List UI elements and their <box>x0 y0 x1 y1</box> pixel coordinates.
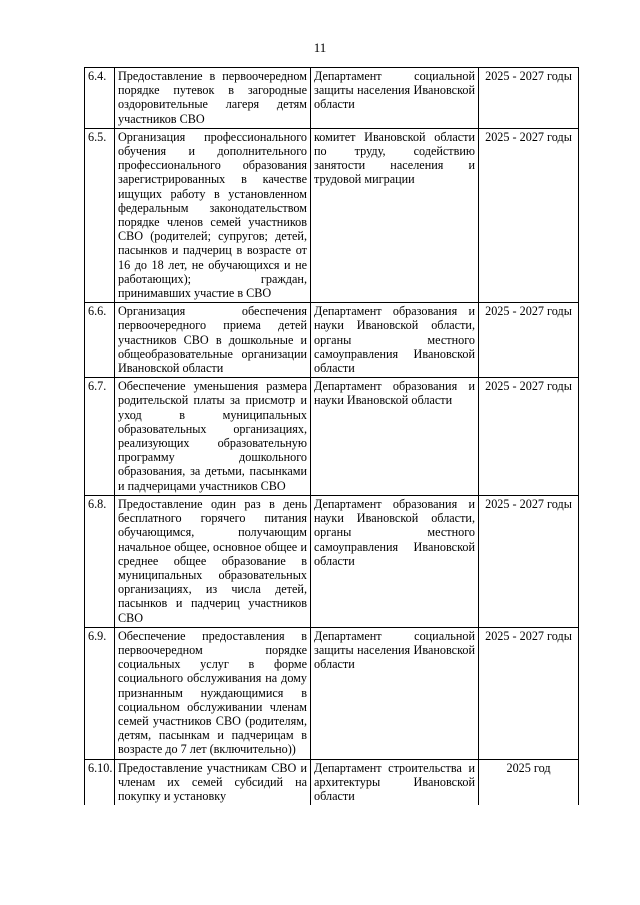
row-number: 6.7. <box>85 378 115 496</box>
action-description: Предоставление участникам СВО и членам их семей субсидий на покупку и установку <box>115 759 311 805</box>
table-row <box>85 759 579 805</box>
implementation-term: 2025 - 2027 годы <box>479 303 579 378</box>
action-description: Предоставление в первоочередном порядке путевок в загородные оздоровительные лагеря детям участников СВО <box>115 68 311 129</box>
responsible-executor: Департамент социальной защиты населения Ивановской области <box>311 627 479 759</box>
row-number: 6.10. <box>85 759 115 805</box>
responsible-executor: Департамент образования и науки Ивановской области <box>311 378 479 496</box>
table-row <box>85 303 579 378</box>
implementation-term: 2025 год <box>479 759 579 805</box>
action-description: Организация профессионального обучения и дополнительного профессионального образования зарегистрированных в качестве ищущих работу в установленном федеральным законодательством порядке членов семей участников СВО (родителей; супругов; детей, пасынков и падчериц в возрасте от 16 до 18 лет, не обучающихся и не работающих); граждан, принимавших участие в СВО <box>115 128 311 302</box>
row-number: 6.8. <box>85 495 115 627</box>
action-description: Обеспечение предоставления в первоочередном порядке социальных услуг в форме социального обслуживания на дому признанным нуждающимися в социальном обслуживании членам семей участников СВО (родителям, детям, пасынкам и падчерицам в возрасте до 7 лет (включительно)) <box>115 627 311 759</box>
action-description: Обеспечение уменьшения размера родительской платы за присмотр и уход в муниципальных образовательных организациях, реализующих образовательную программу дошкольного образования, за детьми, пасынками и падчерицами участников СВО <box>115 378 311 496</box>
measures-table <box>84 67 579 805</box>
responsible-executor: Департамент образования и науки Ивановской области, органы местного самоуправления Ивановской области <box>311 303 479 378</box>
responsible-executor: Департамент строительства и архитектуры Ивановской области <box>311 759 479 805</box>
row-number: 6.5. <box>85 128 115 302</box>
implementation-term: 2025 - 2027 годы <box>479 627 579 759</box>
row-number: 6.6. <box>85 303 115 378</box>
responsible-executor: комитет Ивановской области по труду, содействию занятости населения и трудовой миграции <box>311 128 479 302</box>
page-number: 11 <box>313 40 327 55</box>
table-row <box>85 627 579 759</box>
implementation-term: 2025 - 2027 годы <box>479 495 579 627</box>
implementation-term: 2025 - 2027 годы <box>479 378 579 496</box>
action-description: Предоставление один раз в день бесплатного горячего питания обучающимся, получающим начальное общее, основное общее и среднее общее образование в муниципальных образовательных организациях, из числа детей, пасынков и падчериц участников СВО <box>115 495 311 627</box>
table-row <box>85 495 579 627</box>
implementation-term: 2025 - 2027 годы <box>479 68 579 129</box>
table-row <box>85 378 579 496</box>
table-row <box>85 68 579 129</box>
row-number: 6.9. <box>85 627 115 759</box>
table-row <box>85 128 579 302</box>
action-description: Организация обеспечения первоочередного приема детей участников СВО в дошкольные и общеобразовательные организации Ивановской области <box>115 303 311 378</box>
implementation-term: 2025 - 2027 годы <box>479 128 579 302</box>
responsible-executor: Департамент образования и науки Ивановской области, органы местного самоуправления Ивановской области <box>311 495 479 627</box>
row-number: 6.4. <box>85 68 115 129</box>
responsible-executor: Департамент социальной защиты населения Ивановской области <box>311 68 479 129</box>
